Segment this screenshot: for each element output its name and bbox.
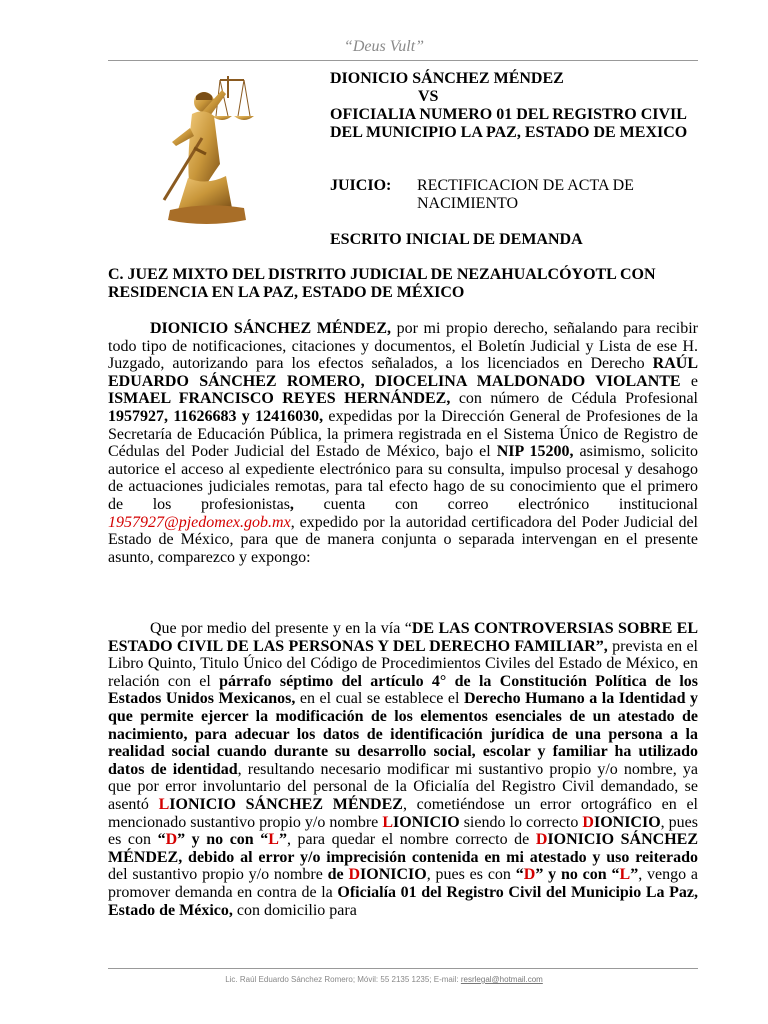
p1-s04: e (680, 372, 698, 390)
p2-s32: ” y no con “ (535, 866, 620, 884)
p2-s35: , vengo a promover demanda en contra de la (108, 866, 699, 901)
p2-s04: párrafo séptimo del artículo 4° de la Constitución Política de los Estados Unidos Mexicanos, (108, 672, 699, 708)
lady-justice-emblem (150, 68, 262, 228)
p2-s29: , pues es con (426, 866, 516, 884)
defendant-name: OFICIALIA NUMERO 01 DEL REGISTRO CIVIL DEL MUNICIPIO LA PAZ, ESTADO DE MEXICO (330, 106, 688, 141)
p2-s30: “ (515, 866, 524, 884)
p2-s06: Derecho Humano a la Identidad y que permite ejercer la modificación de los elementos esenciales de un atestado de nacimiento, para adecuar los datos de identificación jurídica de una persona a la realidad social cuando durante su desarrollo social, escolar y familiar ha utilizado datos de identidad (108, 690, 699, 778)
case-caption (330, 70, 710, 142)
p1-s02: por mi propio derecho, señalando para recibir todo tipo de notificaciones, citaciones y documentos, el Boletín Judicial y Lista de ese H. Juzgado, autorizando para los efectos señalados, a los licenciados en Derecho (108, 320, 699, 373)
versus-label: VS (418, 88, 439, 105)
paragraph-introduction (108, 320, 698, 566)
footer-divider (108, 968, 698, 969)
paragraph-claim (108, 620, 698, 919)
p1-s12: cuenta con correo electrónico institucional (293, 495, 698, 513)
p2-s20: L (268, 831, 279, 849)
footer-text: Lic. Raúl Eduardo Sánchez Romero; Móvil: 55 2135 1235; E-mail: (225, 975, 461, 984)
p2-s15: IONICIO (593, 813, 661, 831)
footer-email-link[interactable]: resrlegal@hotmail.com (460, 975, 543, 984)
p2-s23: D (535, 831, 548, 849)
p1-s14: , expedido por la autoridad certificadora del Poder Judicial del Estado de México, para que de manera conjunta o separada intervengan en el presente asunto, comparezco y expongo: (108, 513, 698, 566)
juicio-line (330, 177, 710, 213)
p2-s17: “ (157, 831, 166, 849)
p2-s02: DE LAS CONTROVERSIAS SOBRE EL ESTADO CIVIL DE LAS PERSONAS Y DEL DERECHO FAMILIAR”, (108, 620, 698, 655)
p2-s33: L (619, 866, 631, 884)
plaintiff-name: DIONICIO SÁNCHEZ MÉNDEZ (330, 70, 564, 87)
p2-s25: del sustantivo propio y/o nombre (108, 866, 328, 884)
p1-s06: con número de Cédula Profesional (450, 390, 698, 408)
p2-s05: en el cual se establece el (295, 690, 464, 708)
p2-s14: D (582, 813, 594, 831)
p2-s18: D (165, 831, 178, 849)
p2-s34: ” (630, 866, 639, 884)
p2-s13: siendo lo correcto (459, 813, 583, 831)
institutional-email: 1957927@pjedomex.gob.mx (108, 513, 291, 531)
p1-s09: NIP 15200, (496, 443, 574, 461)
header-motto: “Deus Vult” (343, 38, 425, 55)
p2-s03: prevista en el Libro Quinto, Titulo Único del Código de Procedimientos Civiles del Estado de México, en relación con el (108, 637, 699, 690)
p2-s24: IONICIO SÁNCHEZ MÉNDEZ, debido al error y/o imprecisión contenida en mi atestado y uso reiterado (108, 831, 698, 866)
p2-s12: IONICIO (392, 813, 460, 831)
p2-s31: D (523, 866, 536, 884)
p1-s01: DIONICIO SÁNCHEZ MÉNDEZ, (150, 320, 391, 337)
p1-s07: 1957927, 11626683 y 12416030, (108, 407, 324, 425)
p2-s26: de (327, 866, 349, 884)
p2-s11: L (382, 813, 393, 831)
p2-s28: IONICIO (360, 866, 427, 884)
p2-s21: ” (278, 831, 287, 849)
p1-s11: , (289, 495, 294, 513)
addressee: C. JUEZ MIXTO DEL DISTRITO JUDICIAL DE NEZAHUALCÓYOTL CON RESIDENCIA EN LA PAZ, ESTADO DE MÉXICO (108, 266, 656, 301)
p2-s08: L (158, 795, 170, 813)
juicio-value: RECTIFICACION DE ACTA DE NACIMIENTO (417, 177, 634, 212)
p2-s37: con domicilio para (232, 901, 357, 919)
document-type: ESCRITO INICIAL DE DEMANDA (330, 231, 583, 248)
p1-s03: RAÚL EDUARDO SÁNCHEZ ROMERO, DIOCELINA MALDONADO VIOLANTE (108, 355, 698, 390)
p2-s09: IONICIO SÁNCHEZ MÉNDEZ (169, 795, 403, 813)
p2-s07: , resultando necesario modificar mi sustantivo propio y/o nombre, ya que por error involuntario del personal de la Oficialía del Registro Civil demandado, se asentó (108, 760, 698, 813)
p2-s27: D (348, 866, 361, 884)
footer (0, 975, 768, 984)
p1-s05: ISMAEL FRANCISCO REYES HERNÁNDEZ, (108, 390, 451, 408)
juicio-label: JUICIO: (330, 177, 392, 194)
header-divider (108, 60, 698, 61)
p1-s08: expedidas por la Dirección General de Profesiones de la Secretaría de Educación Pública, la primera registrada en el Sistema Único de Registro de Cédulas del Poder Judicial del Estado de México, bajo el (108, 407, 698, 461)
p2-s19: ” y no con “ (177, 831, 269, 849)
p1-s10: asimismo, solicito autorice el acceso al expediente electrónico para su consulta, impulso procesal y desahogo de actuaciones judiciales remotas, para tal efecto hago de su conocimiento que el primero de los profesionistas (108, 443, 698, 513)
p2-s22: , para quedar el nombre correcto de (286, 831, 536, 849)
p2-s16: , pues es con (108, 813, 699, 849)
p2-s01: Que por medio del presente y en la vía “ (150, 620, 412, 637)
p2-s10: , cometiéndose un error ortográfico en el mencionado sustantivo propio y/o nombre (108, 795, 699, 831)
p2-s36: Oficialía 01 del Registro Civil del Municipio La Paz, Estado de México, (108, 883, 699, 919)
